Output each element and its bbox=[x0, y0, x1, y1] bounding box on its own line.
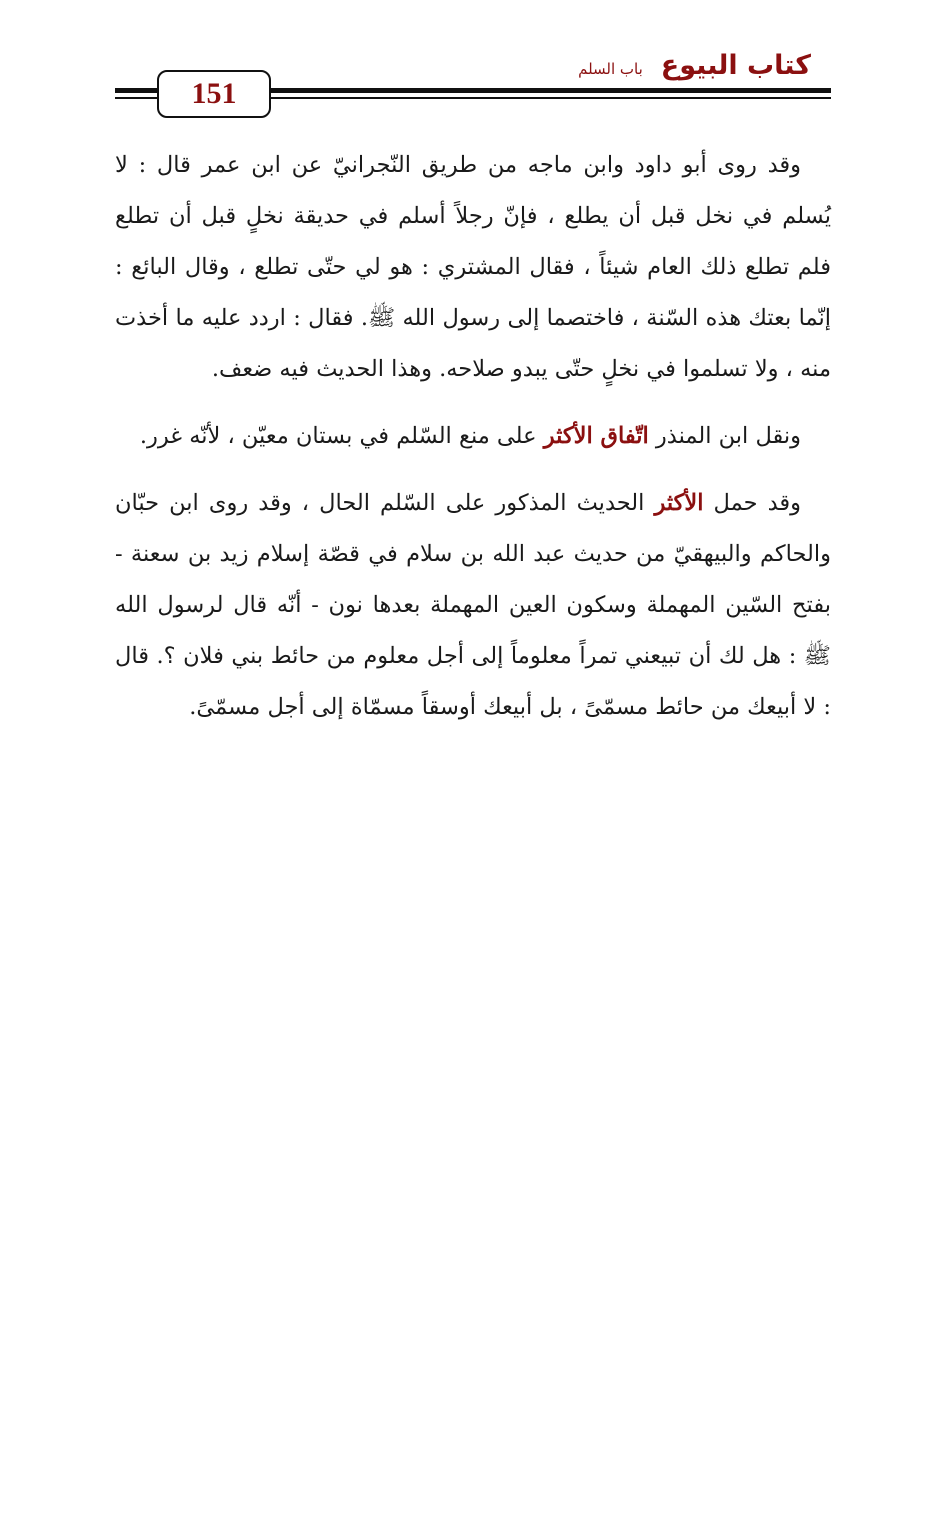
paragraph-1: وقد روى أبو داود وابن ماجه من طريق النّجرانيّ عن ابن عمر قال : لا يُسلم في نخل قبل أن يطلع ، فإنّ رجلاً أسلم في حديقة نخلٍ قبل أن تطلع فلم تطلع ذلك العام شيئاً ، فقال المشتري : هو لي حتّى تطلع ، وقال البائع : إنّما بعتك هذه السّنة ، فاختصما إلى رسول الله ﷺ. فقال : اردد عليه ما أخذت منه ، ولا تسلموا في نخلٍ حتّى يبدو صلاحه. وهذا الحديث فيه ضعف. bbox=[115, 152, 831, 382]
running-head bbox=[578, 50, 811, 81]
book-title: كتاب البيوع bbox=[660, 50, 811, 81]
paragraph-3-text-a: وقد حمل bbox=[713, 490, 802, 516]
paragraph-2 bbox=[115, 411, 831, 462]
paragraph-2-text-b: على منع السّلم في بستان معيّن ، لأنّه غرر. bbox=[139, 423, 537, 449]
paragraph-2-text-a: ونقل ابن المنذر bbox=[655, 423, 801, 449]
paragraph-2-highlight: اتّفاق الأكثر bbox=[543, 423, 649, 449]
page-number-box bbox=[157, 70, 271, 118]
paragraph-3-text-b: الحديث المذكور على السّلم الحال ، وقد روى ابن حبّان والحاكم والبيهقيّ من حديث عبد الله بن سلام في قصّة إسلام زيد بن سعنة - بفتح السّين المهملة وسكون العين المهملة بعدها نون - أنّه قال لرسول الله ﷺ : هل لك أن تبيعني تمراً معلوماً إلى أجل معلوم من حائط بني فلان ؟. قال : لا أبيعك من حائط مسمّىً ، بل أبيعك أوسقاً مسمّاة إلى أجل مسمّىً. bbox=[115, 490, 831, 720]
page-header bbox=[115, 48, 831, 118]
paragraph-3 bbox=[115, 478, 831, 733]
paragraph-3-highlight: الأكثر bbox=[654, 490, 704, 516]
chapter-title: باب السلم bbox=[578, 60, 643, 78]
page-number: 151 bbox=[191, 77, 237, 110]
page-body bbox=[115, 140, 831, 749]
